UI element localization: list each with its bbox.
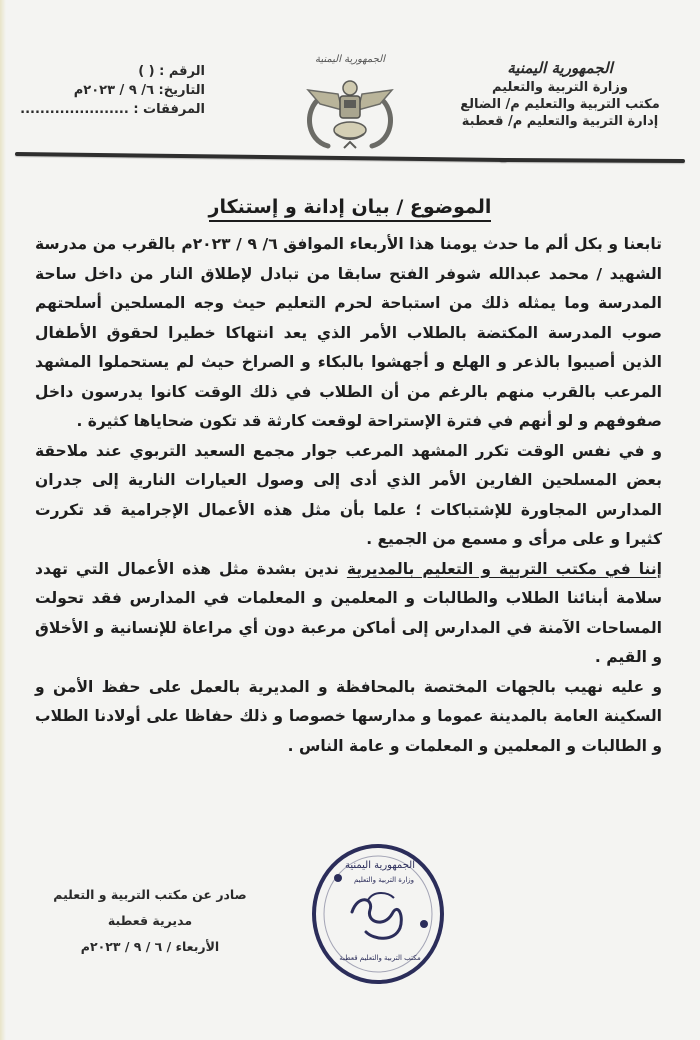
stamp-ring-text: وزارة التربية والتعليم <box>353 876 415 884</box>
ministry-name: وزارة التربية والتعليم <box>492 80 628 95</box>
signature-issued-by: صادر عن مكتب التربية و التعليم <box>53 887 247 902</box>
header-divider <box>15 152 507 162</box>
yemen-eagle-emblem-icon <box>298 48 402 158</box>
page-edge <box>0 0 6 1040</box>
paragraph-appeal: و عليه نهيب بالجهات المختصة بالمحافظة و المديرية بالعمل على حفظ الأمن و السكينة العامة بالمدينة عموما و مدارسها خصوصا و ذلك حفاظا على أولادنا الطلاب و الطالبات و المعلمين و المعلمات و عامة الناس . <box>35 677 662 755</box>
reference-attachments-label: المرفقات : <box>133 102 205 117</box>
paragraph-condemnation <box>35 555 662 673</box>
signature-directorate: مديرية قعطبة <box>107 913 193 928</box>
signature-block <box>50 882 250 960</box>
paragraph-repeat-incident: و في نفس الوقت تكرر المشهد المرعب جوار مجمع السعيد التربوي عند ملاحقة بعض المسلحين الفارين الأمر الذي أدى إلى وصول العيارات النارية إلى جدران المدارس المجاورة للإشتباكات ؛ علما بأن مثل هذه الأعمال الإجرامية قد تكررت كثيرا و على مرأى و مسمع من الجميع . <box>35 441 662 548</box>
administration-name: إدارة التربية والتعليم م/ قعطبة <box>461 114 659 129</box>
official-stamp-icon <box>308 842 448 987</box>
header-divider-right <box>500 158 685 163</box>
reference-block <box>20 62 205 119</box>
reference-number-row <box>55 62 205 81</box>
paragraph-incident: تابعنا و بكل ألم ما حدث يومنا هذا الأربعاء الموافق ٦/ ٩ / ٢٠٢٣م بالقرب من مدرسة الشهيد / محمد عبدالله شوفر الفتح سابقا من تبادل لإطلاق النار من داخل ساحة المدرسة وما يمثله ذلك من استباحة لحرم التعليم حيث وجه المسلحين أسلحتهم صوب المدرسة المكتضة بالطلاب الأمر الذي يعد انتهاكا خطيرا لحقوق الأطفال الذين أصيبوا بالذعر و الهلع و أجهشوا بالبكاء و الصراخ حيث لم يستحملوا المشهد المرعب بالقرب منهم بالرغم من أن الطلاب في ذلك الوقت كانوا يدرسون داخل صفوفهم و لو أنهم في فترة الإستراحة لوقعت كارثة قد تكون ضحاياها كثيرة . <box>35 235 662 430</box>
subject-text: الموضوع / بيان إدانة و إستنكار <box>209 196 492 222</box>
subject-heading <box>0 196 700 218</box>
letter-body <box>35 230 662 761</box>
emblem-title: الجمهورية اليمنية <box>314 54 385 65</box>
republic-name: الجمهورية اليمنية <box>507 59 613 77</box>
reference-date-label: التاريخ: <box>158 83 205 98</box>
letterhead-org-block <box>450 60 670 130</box>
condemnation-rest: ندين بشدة مثل هذه الأعمال التي تهدد سلامة أبنائنا الطلاب والطالبات و المعلمين و المعلمات في المدارس فقد تحولت المساحات الآمنة في المدارس إلى أماكن مرعبة دون أي مراعاة للإنسانية و الأخلاق و القيم . <box>35 559 662 666</box>
signature-date: الأربعاء / ٦ / ٩ / ٢٠٢٣م <box>80 939 220 954</box>
reference-attachments-row <box>20 100 205 119</box>
reference-number-value: ( ) <box>138 64 155 79</box>
reference-attachments-value: ...................... <box>20 102 129 117</box>
reference-date-row <box>55 81 205 100</box>
office-name: مكتب التربية والتعليم م/ الضالع <box>460 97 660 112</box>
reference-date-value: ٦/ ٩ / ٢٠٢٣م <box>73 83 154 98</box>
stamp-bottom-text: مكتب التربية والتعليم قعطبة <box>339 954 421 962</box>
reference-number-label: الرقم : <box>159 64 205 79</box>
stamp-top-text: الجمهورية اليمنية <box>344 860 416 871</box>
condemnation-underlined: إننا في مكتب التربية و التعليم بالمديرية <box>346 559 662 578</box>
